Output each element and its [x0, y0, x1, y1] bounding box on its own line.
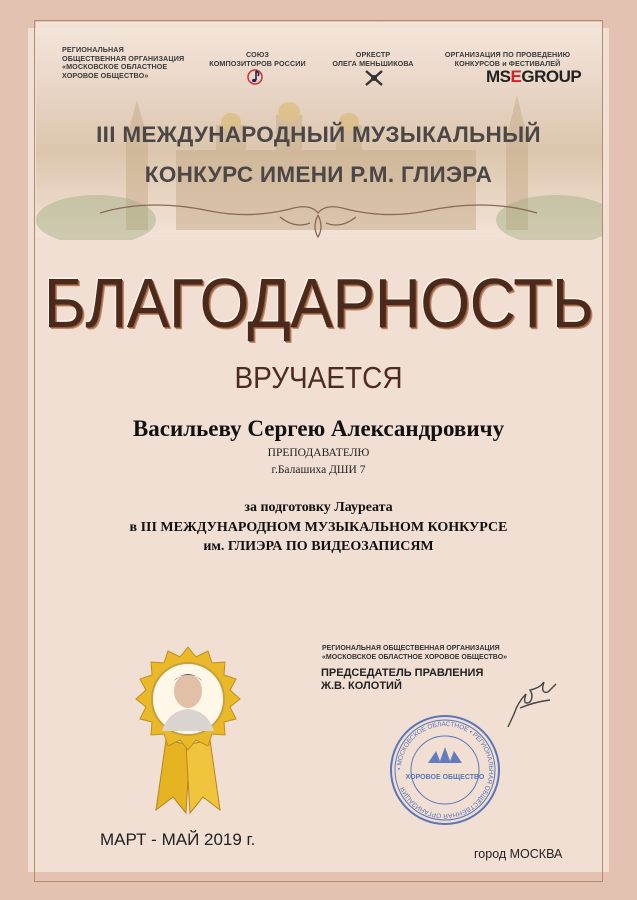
awarded-to-label: ВРУЧАЕТСЯ — [234, 360, 403, 395]
stamp-ring-text: • МОСКОВСКОЕ ОБЛАСТНОЕ • РЕГИОНАЛЬНАЯ ОБЩЕСТВЕННАЯ ОРГАНИЗАЦИЯ — [395, 720, 495, 820]
signatory-org-line: «МОСКОВСКОЕ ОБЛАСТНОЕ ХОРОВОЕ ОБЩЕСТВО» — [322, 654, 508, 661]
org2-line: КОМПОЗИТОРОВ РОССИИ — [209, 58, 306, 68]
reason-line2: в III МЕЖДУНАРОДНОМ МУЗЫКАЛЬНОМ КОНКУРСЕ — [129, 520, 508, 535]
org-composers-union — [205, 51, 310, 68]
event-dates: МАРТ - МАЙ 2019 г. — [100, 830, 256, 849]
portrait-medal-icon — [128, 645, 248, 815]
org4-line: КОНКУРСОВ и ФЕСТИВАЛЕЙ — [454, 58, 561, 68]
contest-title-line2: КОНКУРС ИМЕНИ Р.М. ГЛИЭРА — [144, 162, 493, 187]
ornament-divider-icon — [90, 193, 547, 243]
signatory-org-line: РЕГИОНАЛЬНАЯ ОБЩЕСТВЕННАЯ ОРГАНИЗАЦИЯ — [322, 645, 500, 652]
brand-part-red: E — [510, 67, 522, 86]
org1-line: ОБЩЕСТВЕННАЯ ОРГАНИЗАЦИЯ — [62, 53, 185, 63]
org3-line: ОЛЕГА МЕНЬШИКОВА — [332, 58, 414, 68]
org1-line: ХОРОВОЕ ОБЩЕСТВО» — [62, 70, 149, 80]
org1-line: РЕГИОНАЛЬНАЯ — [62, 45, 124, 54]
city-label: город МОСКВА — [474, 847, 563, 861]
signatory-block — [321, 667, 483, 693]
certificate-heading: БЛАГОДАРНОСТЬ — [43, 264, 594, 342]
recipient-name: Васильеву Сергею Александровичу — [132, 416, 505, 441]
recipient-role: ПРЕПОДАВАТЕЛЮ — [267, 447, 370, 459]
org1-line: «МОСКОВСКОЕ ОБЛАСТНОЕ — [62, 62, 168, 71]
org-regional-choral-society — [62, 46, 192, 80]
contest-title-line1: III МЕЖДУНАРОДНЫЙ МУЗЫКАЛЬНЫЙ — [96, 122, 541, 147]
org2-line: СОЮЗ — [246, 50, 269, 59]
brand-part: GROUP — [521, 67, 582, 86]
signatory-organization — [322, 644, 507, 662]
reason-line3: им. ГЛИЭРА ПО ВИДЕОЗАПИСЯМ — [203, 539, 434, 554]
orchestra-logo-icon — [363, 68, 385, 88]
handwritten-signature-icon — [500, 672, 560, 732]
msegroup-logo — [486, 67, 581, 87]
composers-union-logo-icon — [246, 68, 264, 86]
signatory-title: ПРЕДСЕДАТЕЛЬ ПРАВЛЕНИЯ — [321, 667, 484, 679]
org3-line: ОРКЕСТР — [355, 50, 391, 59]
org-contest-organizer — [440, 51, 575, 68]
official-stamp-icon — [388, 713, 502, 827]
org4-line: ОРГАНИЗАЦИЯ ПО ПРОВЕДЕНИЮ — [444, 50, 571, 59]
org-orchestra — [318, 51, 428, 68]
recipient-school: г.Балашиха ДШИ 7 — [271, 464, 366, 476]
stamp-center-text: ХОРОВОЕ ОБЩЕСТВО — [405, 774, 485, 781]
reason-line1: за подготовку Лауреата — [244, 500, 393, 515]
brand-part: MS — [486, 67, 511, 86]
signatory-name: Ж.В. КОЛОТИЙ — [321, 680, 402, 692]
